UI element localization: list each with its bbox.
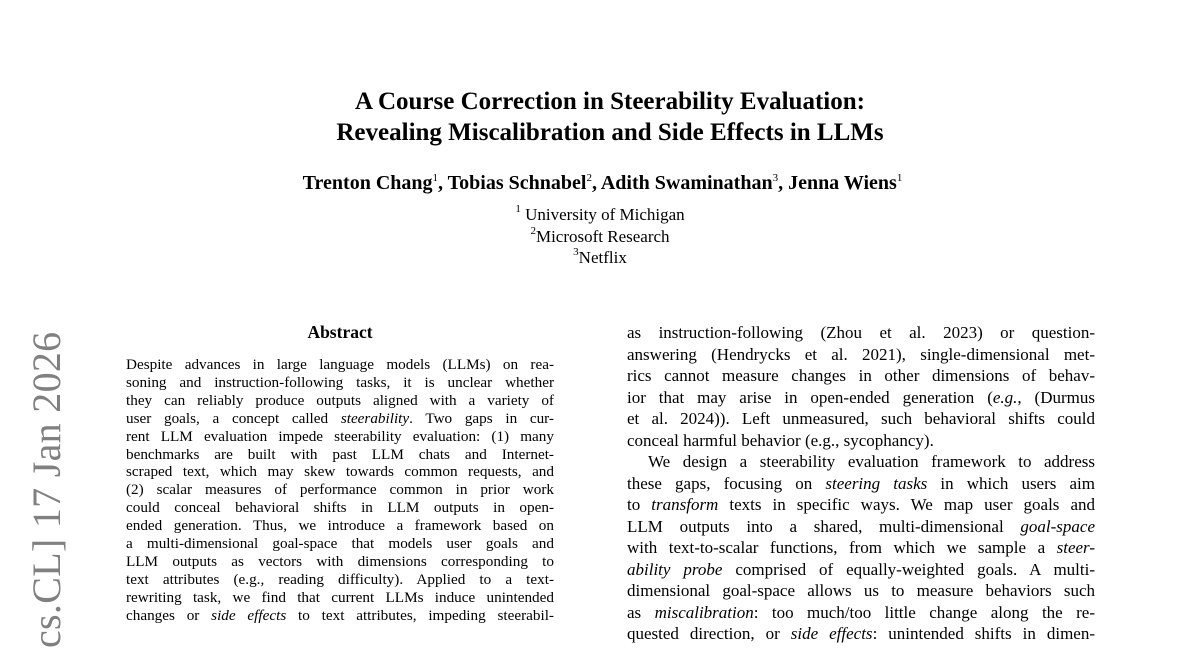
emphasized-text: ability probe (627, 559, 723, 579)
body-line (627, 365, 1095, 387)
body-line (627, 473, 1095, 495)
text-run: conceal harmful behavior (e.g., sycophancy). (627, 430, 934, 450)
abstract-line (126, 428, 554, 446)
text-run: LLM outputs as vectors with dimensions corresponding to (126, 552, 554, 570)
emphasized-text: miscalibration (654, 602, 754, 622)
abstract-body (126, 356, 554, 625)
emphasized-text: steerability (340, 409, 410, 427)
abstract-line (126, 374, 554, 392)
author-separator: , (778, 172, 789, 194)
author-separator: , (591, 172, 601, 194)
text-run: rics cannot measure changes in other dimensions of behav- (627, 366, 1095, 385)
text-run: as instruction-following (Zhou et al. 2023) or question- (627, 323, 1095, 342)
text-run: these gaps, focusing on (627, 473, 826, 493)
abstract-line (126, 571, 554, 589)
text-run: : unintended shifts in dimen- (872, 624, 1096, 643)
emphasized-text: e.g. (992, 387, 1018, 407)
author-name: Tobias Schnabel (447, 172, 587, 194)
affiliation-name: Microsoft Research (535, 226, 670, 246)
abstract-line (126, 356, 554, 374)
abstract-line (126, 463, 554, 481)
body-line (627, 623, 1095, 645)
affiliation-name: University of Michigan (520, 205, 685, 224)
abstract-line (126, 446, 554, 464)
affiliation-mark: 1 (515, 203, 521, 215)
text-run: to text attributes, impeding steerabil- (286, 606, 554, 624)
author-affiliation-mark: 2 (586, 172, 592, 184)
arxiv-side-stamp: cs.CL] 17 Jan 2026 (24, 331, 69, 648)
emphasized-text: goal-space (1020, 516, 1095, 536)
text-run: Despite advances in large language models (LLMs) on rea- (126, 356, 554, 373)
affiliation-mark: 2 (530, 224, 536, 237)
text-run: answering (Hendrycks et al. 2021), single-dimensional met- (627, 344, 1095, 364)
text-run: to (627, 495, 652, 514)
affiliation-line (0, 226, 1200, 248)
text-run: quested direction, or (627, 624, 791, 643)
author-name: Trenton Chang (302, 172, 433, 194)
emphasized-text: side effects (790, 624, 873, 643)
emphasized-text: steering tasks (825, 473, 928, 493)
emphasized-text: steer- (1056, 538, 1095, 557)
affiliation-line (0, 247, 1200, 269)
text-run: user goals, a concept called (126, 409, 341, 427)
abstract-line (126, 535, 554, 553)
paper-title (0, 86, 1200, 148)
body-line (627, 387, 1095, 409)
text-run: , (Durmus (1017, 387, 1095, 407)
text-run: et al. 2024)). Left unmeasured, such behavioral shifts could (627, 409, 1095, 428)
text-run: could conceal behavioral shifts in LLM outputs in open- (126, 499, 554, 517)
intro-right-column (627, 322, 1095, 645)
affiliation-line (0, 204, 1200, 226)
text-run: . Two gaps in cur- (409, 409, 554, 427)
text-run: they can reliably produce outputs aligned with a variety of (126, 391, 554, 409)
body-line (627, 580, 1095, 602)
text-run: We design a steerability evaluation framework to address (648, 452, 1095, 471)
text-run: with text-to-scalar functions, from which we sample a (627, 538, 1057, 557)
author-affiliation-mark: 1 (896, 172, 903, 184)
text-run: in which users aim (927, 473, 1095, 493)
body-line (627, 344, 1095, 366)
affiliation-list (0, 204, 1200, 269)
body-line (627, 430, 1095, 452)
abstract-line (126, 499, 554, 517)
text-run: text attributes (e.g., reading difficulty). Applied to a text- (126, 570, 554, 588)
text-run: a multi-dimensional goal-space that models user goals and (126, 535, 554, 553)
body-line (627, 537, 1095, 559)
paper-title-line-2: Revealing Miscalibration and Side Effects in LLMs (336, 119, 884, 146)
text-run: dimensional goal-space allows us to measure behaviors such (627, 581, 1095, 600)
author-name: Adith Swaminathan (600, 172, 773, 194)
author-list (0, 171, 1200, 195)
text-run: ior that may arise in open-ended generation ( (627, 387, 993, 407)
affiliation-mark: 3 (573, 246, 579, 258)
abstract-line (126, 481, 554, 499)
body-line (627, 494, 1095, 516)
author-affiliation-mark: 1 (432, 172, 439, 184)
text-run: LLM outputs into a shared, multi-dimensional (627, 516, 1021, 536)
body-line (627, 516, 1095, 538)
body-line (627, 408, 1095, 430)
text-run: ended generation. Thus, we introduce a framework based on (126, 517, 554, 535)
emphasized-text: transform (651, 495, 719, 514)
abstract-line (126, 553, 554, 571)
emphasized-text: side effects (211, 606, 287, 624)
text-run: : too much/too little change along the re- (753, 602, 1095, 622)
body-line (627, 559, 1095, 581)
author-name: Jenna Wiens (788, 172, 897, 194)
text-run: benchmarks are built with past LLM chats and Internet- (126, 445, 554, 463)
text-run: as (627, 602, 655, 622)
abstract-line (126, 410, 554, 428)
abstract-line (126, 589, 554, 607)
author-separator: , (438, 172, 448, 194)
abstract-line (126, 517, 554, 535)
body-line (627, 322, 1095, 344)
abstract-heading: Abstract (307, 322, 373, 342)
affiliation-name: Netflix (578, 248, 627, 267)
abstract-line (126, 392, 554, 410)
text-run: soning and instruction-following tasks, it is unclear whether (126, 373, 554, 391)
abstract-line (126, 607, 554, 625)
body-line (627, 602, 1095, 624)
text-run: rewriting task, we find that current LLMs induce unintended (126, 588, 554, 606)
text-run: scraped text, which may skew towards common requests, and (126, 463, 554, 481)
paper-title-line-1: A Course Correction in Steerability Evaluation: (355, 88, 865, 115)
author-affiliation-mark: 3 (772, 172, 779, 184)
text-run: rent LLM evaluation impede steerability evaluation: (1) many (126, 427, 554, 445)
text-run: (2) scalar measures of performance common in prior work (126, 481, 554, 499)
text-run: texts in specific ways. We map user goals and (718, 495, 1095, 514)
text-run: comprised of equally-weighted goals. A multi- (722, 559, 1095, 579)
text-run: changes or (126, 606, 212, 624)
body-line (627, 451, 1095, 473)
